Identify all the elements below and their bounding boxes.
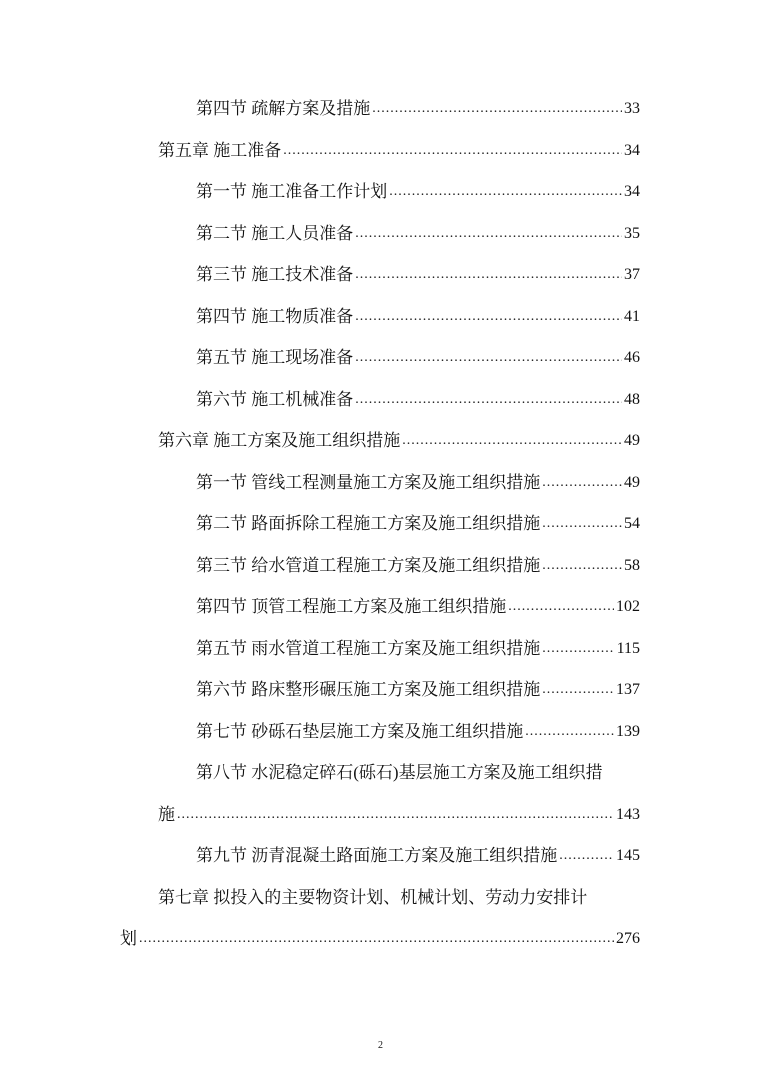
toc-entry-page: 115: [616, 639, 640, 657]
dot-leader: [402, 429, 622, 453]
toc-entry[interactable]: [196, 471, 640, 495]
toc-entry-page: 41: [624, 307, 640, 325]
toc-entry[interactable]: [158, 139, 640, 163]
toc-entry-page: 102: [616, 598, 640, 615]
toc-entry-title: 第二节 路面拆除工程施工方案及施工组织措施: [196, 514, 541, 533]
toc-entry-title: 第七节 砂砾石垫层施工方案及施工组织措施: [196, 721, 524, 741]
toc-entry-title: 第三节 给水管道工程施工方案及施工组织措施: [196, 555, 541, 575]
toc-entry[interactable]: [196, 388, 640, 412]
toc-entry-page: 35: [624, 224, 640, 242]
dot-leader: [355, 222, 622, 246]
dot-leader: [542, 471, 622, 495]
dot-leader: [559, 844, 614, 868]
dot-leader: [542, 554, 622, 578]
toc-entry-continuation[interactable]: [158, 803, 640, 827]
dot-leader: [355, 305, 622, 329]
toc-entry-page: 34: [624, 183, 640, 200]
dot-leader: [355, 263, 622, 287]
toc-entry[interactable]: [196, 844, 640, 868]
dot-leader: [542, 678, 614, 702]
toc-entry-page: 49: [624, 473, 640, 491]
toc-entry-title: 施: [158, 804, 175, 824]
dot-leader: [372, 97, 622, 121]
toc-entry-page: 143: [616, 805, 640, 823]
toc-entry-page: 46: [624, 349, 640, 366]
toc-entry-page: 33: [624, 100, 640, 117]
toc-entry-page: 137: [616, 681, 640, 698]
dot-leader: [139, 927, 614, 951]
toc-entry-title: 第二节 施工人员准备: [196, 223, 354, 243]
toc-entry-page: 139: [616, 722, 640, 740]
dot-leader: [508, 595, 614, 619]
toc-entry-title: 第六节 路床整形碾压施工方案及施工组织措施: [196, 680, 541, 699]
toc-entry[interactable]: [196, 637, 640, 661]
toc-entry[interactable]: [196, 761, 640, 785]
toc-entry[interactable]: [158, 886, 640, 910]
toc-entry-title: 第六章 施工方案及施工组织措施: [158, 431, 401, 450]
dot-leader: [355, 346, 622, 370]
toc-entry-page: 49: [624, 432, 640, 449]
dot-leader: [389, 180, 622, 204]
toc-entry-title: 第六节 施工机械准备: [196, 389, 354, 409]
toc-entry[interactable]: [196, 263, 640, 287]
dot-leader: [283, 139, 622, 163]
dot-leader: [542, 512, 622, 536]
toc-entry[interactable]: [196, 97, 640, 121]
page-number: 2: [378, 1040, 383, 1051]
toc-entry[interactable]: [196, 595, 640, 619]
toc-entry-title: 第四节 顶管工程施工方案及施工组织措施: [196, 597, 507, 616]
toc-entry-title: 第四节 施工物质准备: [196, 306, 354, 326]
toc-entry-title: 第七章 拟投入的主要物资计划、机械计划、劳动力安排计: [158, 887, 588, 907]
toc-entry[interactable]: [196, 180, 640, 204]
toc-entry[interactable]: [196, 346, 640, 370]
toc-entry-title: 第八节 水泥稳定碎石(砾石)基层施工方案及施工组织措: [196, 763, 603, 782]
toc-entry[interactable]: [196, 305, 640, 329]
toc-entry[interactable]: [158, 429, 640, 453]
dot-leader: [525, 720, 614, 744]
toc-entry-title: 第三节 施工技术准备: [196, 265, 354, 284]
toc-entry-title: 第一节 施工准备工作计划: [196, 182, 388, 201]
toc-entry-page: 54: [624, 515, 640, 532]
toc-entry-title: 第四节 疏解方案及措施: [196, 99, 371, 118]
toc-entry[interactable]: [196, 222, 640, 246]
toc-entry-title: 第九节 沥青混凝土路面施工方案及施工组织措施: [196, 846, 558, 865]
toc-entry-title: 第五章 施工准备: [158, 140, 282, 160]
toc-entry-page: 145: [616, 847, 640, 864]
toc-entry-continuation[interactable]: [120, 927, 640, 951]
toc-entry-title: 第五节 施工现场准备: [196, 348, 354, 367]
toc-entry-page: 58: [624, 556, 640, 574]
toc-entry-title: 划: [120, 929, 137, 948]
toc-entry[interactable]: [196, 678, 640, 702]
dot-leader: [542, 637, 614, 661]
toc-entry-page: 48: [624, 390, 640, 408]
toc-entry-title: 第一节 管线工程测量施工方案及施工组织措施: [196, 472, 541, 492]
toc-entry-page: 34: [624, 141, 640, 159]
toc-entry-title: 第五节 雨水管道工程施工方案及施工组织措施: [196, 638, 541, 658]
toc-entry-page: 37: [624, 266, 640, 283]
toc-entry[interactable]: [196, 512, 640, 536]
dot-leader: [355, 388, 622, 412]
dot-leader: [177, 803, 614, 827]
toc-entry-page: 276: [616, 930, 640, 947]
toc-entry[interactable]: [196, 720, 640, 744]
toc-entry[interactable]: [196, 554, 640, 578]
